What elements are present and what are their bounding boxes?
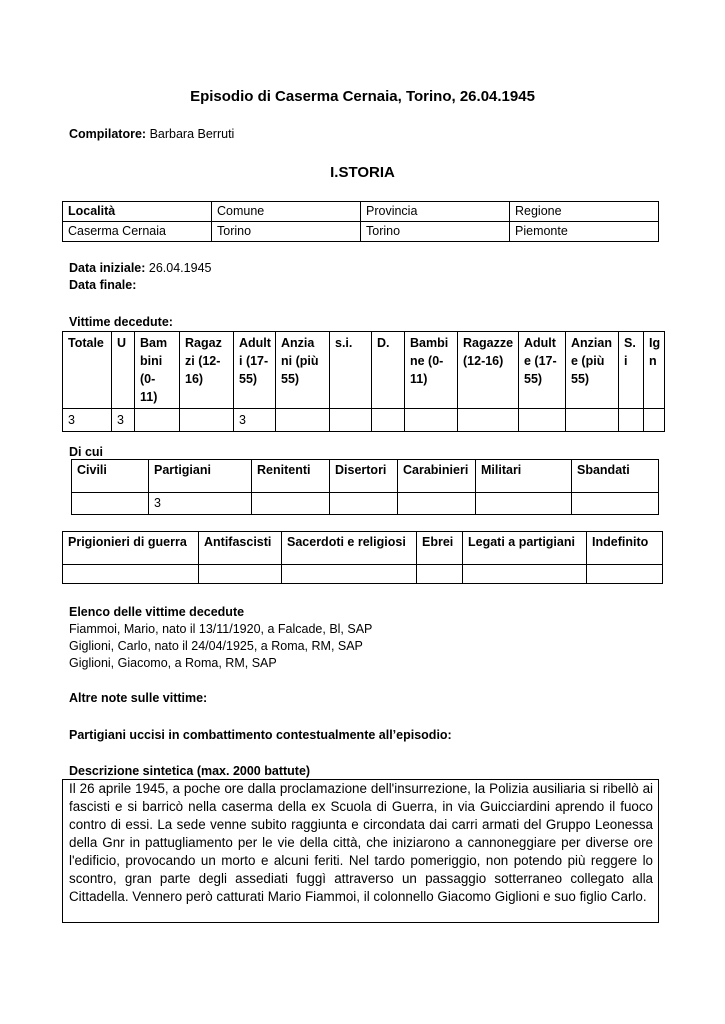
di-cui-label: Di cui [69,445,104,459]
partisans-killed-label: Partigiani uccisi in combattimento contestualmente all’episodio: [69,728,452,742]
di-cui-value-carabinieri [398,493,476,515]
start-date-value: 26.04.1945 [148,261,212,275]
victims-value-bambine [405,409,458,432]
victims-header-row [63,332,665,409]
victims-value-totale: 3 [63,409,112,432]
victims-header-ign: Ig n [644,332,665,409]
location-value-regione: Piemonte [510,222,659,242]
victims-label: Vittime decedute: [69,315,173,329]
di-cui-header-sbandati: Sbandati [572,460,659,493]
di-cui-value-militari [476,493,572,515]
location-table [62,201,659,242]
location-header-regione: Regione [510,202,659,222]
victims-value-ragazze [458,409,519,432]
victims-value-row [63,409,665,432]
di-cui-value-partigiani: 3 [149,493,252,515]
victims-header-u: U [112,332,135,409]
victims-header-bambini: Bam bini (0- 11) [135,332,180,409]
start-date-line [69,260,211,277]
location-header-row [63,202,659,222]
other-value-antifascisti [199,565,282,584]
victims-value-adulte [519,409,566,432]
di-cui-header-militari: Militari [476,460,572,493]
victims-value-s-i [619,409,644,432]
victims-value-u: 3 [112,409,135,432]
page-title: Episodio di Caserma Cernaia, Torino, 26.04.1945 [190,88,535,105]
victims-value-si [330,409,372,432]
victim-list-item: Giglioni, Carlo, nato il 24/04/1925, a Roma, RM, SAP [69,639,363,653]
description-label: Descrizione sintetica (max. 2000 battute) [69,764,311,778]
di-cui-header-carabinieri: Carabinieri [398,460,476,493]
victims-header-adulti: Adult i (17- 55) [234,332,276,409]
victims-list-label: Elenco delle vittime decedute [69,605,245,619]
location-value-provincia: Torino [361,222,510,242]
victims-header-anziani: Anzia ni (più 55) [276,332,330,409]
victims-value-bambini [135,409,180,432]
victim-list-item: Fiammoi, Mario, nato il 13/11/1920, a Falcade, Bl, SAP [69,622,373,636]
victims-table [62,331,665,432]
di-cui-value-civili [72,493,149,515]
victims-header-adulte: Adult e (17- 55) [519,332,566,409]
victims-value-ragazzi [180,409,234,432]
victims-value-ign [644,409,665,432]
other-value-sacerdoti [282,565,417,584]
other-header-indefinito: Indefinito [587,532,663,565]
victims-header-bambine: Bambi ne (0- 11) [405,332,458,409]
victims-header-totale: Totale [63,332,112,409]
end-date-line [69,277,136,294]
di-cui-header-partigiani: Partigiani [149,460,252,493]
compiler-value: Barbara Berruti [149,127,235,141]
victims-header-anziane: Anzian e (più 55) [566,332,619,409]
di-cui-value-disertori [330,493,398,515]
di-cui-header-civili: Civili [72,460,149,493]
di-cui-value-row [72,493,659,515]
victims-header-ragazze: Ragazze (12-16) [458,332,519,409]
other-categories-value-row [63,565,663,584]
victim-list-item: Giglioni, Giacomo, a Roma, RM, SAP [69,656,277,670]
di-cui-value-renitenti [252,493,330,515]
other-categories-header-row [63,532,663,565]
location-value-comune: Torino [212,222,361,242]
other-value-legati [463,565,587,584]
victims-value-anziane [566,409,619,432]
victims-header-d: D. [372,332,405,409]
other-value-prigionieri [63,565,199,584]
section-title: I.STORIA [330,164,395,181]
victims-value-d [372,409,405,432]
victims-header-ragazzi: Ragaz zi (12- 16) [180,332,234,409]
victims-value-adulti: 3 [234,409,276,432]
victims-value-anziani [276,409,330,432]
other-notes-label: Altre note sulle vittime: [69,691,208,705]
other-header-ebrei: Ebrei [417,532,463,565]
di-cui-header-renitenti: Renitenti [252,460,330,493]
location-header-localita: Località [63,202,212,222]
location-value-row [63,222,659,242]
start-date-label: Data iniziale: [69,261,146,275]
other-categories-table [62,531,663,584]
di-cui-table [71,459,659,515]
other-header-sacerdoti: Sacerdoti e religiosi [282,532,417,565]
end-date-label: Data finale: [69,278,137,292]
compiler-label: Compilatore: [69,127,147,141]
victims-header-s-i: S. i [619,332,644,409]
compiler-line [69,126,234,143]
other-header-antifascisti: Antifascisti [199,532,282,565]
other-header-prigionieri: Prigionieri di guerra [63,532,199,565]
other-header-legati: Legati a partigiani [463,532,587,565]
description-text: Il 26 aprile 1945, a poche ore dalla proclamazione dell'insurrezione, la Polizia ausiliaria si ribellò ai fascisti e si barricò nella caserma della ex Scuola di Guerra, in via Guicciardini aprendo il fuoco contro di essi. La sede venne subito raggiunta e circondata dai carri armati del Gruppo Leonessa della Gnr in pattugliamento per le vie della città, che iniziarono a cannoneggiare per diverse ore l'edificio, provocando un morto e alcuni feriti. Nel tardo pomeriggio, non potendo più reggere lo scontro, gran parte degli assediati fuggì attraverso un passaggio sotterraneo collegato alla Cittadella. Vennero però catturati Mario Fiammoi, il colonnello Giacomo Giglioni e suo figlio Carlo. [62,779,659,923]
location-value-localita: Caserma Cernaia [63,222,212,242]
location-header-comune: Comune [212,202,361,222]
di-cui-header-disertori: Disertori [330,460,398,493]
di-cui-header-row [72,460,659,493]
victims-header-si: s.i. [330,332,372,409]
location-header-provincia: Provincia [361,202,510,222]
other-value-ebrei [417,565,463,584]
di-cui-value-sbandati [572,493,659,515]
other-value-indefinito [587,565,663,584]
